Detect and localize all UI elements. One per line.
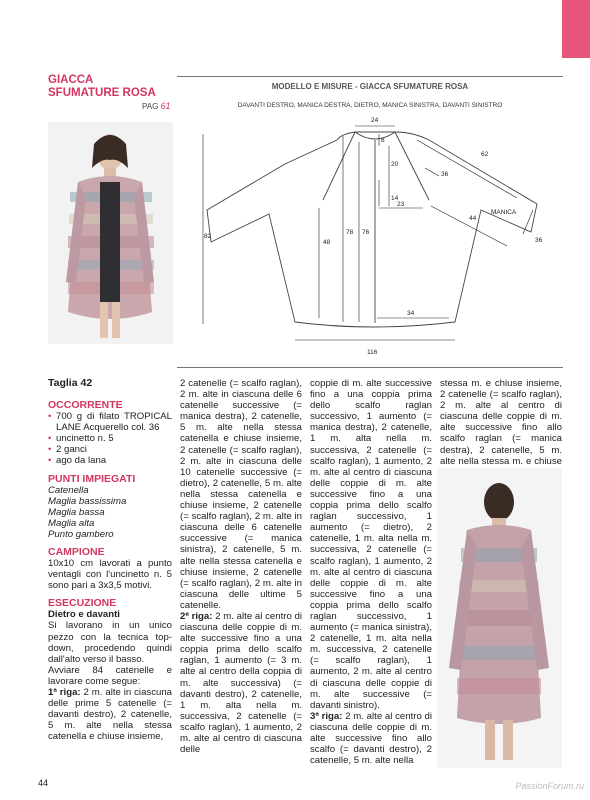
page-reference-number: 61: [160, 101, 171, 111]
diagram-heading: MODELLO E MISURE - GIACCA SFUMATURE ROSA: [271, 82, 469, 91]
esecuzione-subheading: Dietro e davanti: [48, 609, 120, 621]
measure-23: 23: [397, 201, 405, 208]
diagram-subheading: DAVANTI DESTRO, MANICA DESTRA, DIETRO, MANICA SINISTRA, DAVANTI SINISTRO: [237, 102, 503, 109]
measure-76: 76: [362, 229, 370, 236]
esecuzione-intro: Si lavorano in un unico pezzo con la tecnica top-down, procedendo quindi dall'alto verso il basso.: [48, 620, 172, 665]
row-1-label: 1ª riga:: [48, 686, 81, 698]
row-3-label: 3ª riga:: [310, 710, 343, 722]
row-3-paragraph: [310, 711, 432, 766]
esecuzione-heading: ESECUZIONE: [48, 597, 117, 610]
material-item: • uncinetto n. 5: [48, 433, 172, 444]
stitch-item: Maglia alta: [48, 517, 95, 529]
measure-44: 44: [469, 215, 477, 222]
page-reference-label: PAG: [142, 102, 159, 111]
row-1-paragraph: [48, 687, 172, 742]
garment-diagram: [177, 110, 563, 365]
column-2: [180, 378, 302, 755]
column-1: [48, 378, 172, 742]
corner-accent: [562, 0, 590, 58]
page-reference: [142, 101, 171, 111]
size-label: Taglia 42: [48, 377, 93, 389]
watermark: PassionForum.ru: [515, 781, 584, 791]
stitch-item: Maglia bassa: [48, 506, 105, 518]
pattern-title: [48, 74, 168, 100]
column-3: [310, 378, 432, 766]
row-3-text: 2 m. alte al centro di ciascuna delle coppie di m. alte successive fino allo scalfo (= davanti destro), 2 catenelle, 5 m. alte nella: [310, 710, 432, 767]
stitch-item: Punto gambero: [48, 528, 114, 540]
measure-8: 8: [381, 137, 385, 144]
title-line-2: SFUMATURE ROSA: [48, 87, 156, 99]
row-2-label: 2ª riga:: [180, 610, 213, 622]
stitch-item: Maglia bassissima: [48, 495, 127, 507]
row-2-paragraph: [180, 611, 302, 755]
measure-78: 78: [346, 229, 354, 236]
page-number: 44: [38, 778, 49, 788]
col2-paragraph: 2 catenelle (= scalfo raglan), 2 m. alte in ciascuna delle 6 catenelle successive (= manica destra), 2 catenelle, 5 m. alte nella stessa catenella e chiuse insieme, 2 catenelle (= scalfo raglan), 2 m. alte in ciascuna delle 10 catenelle successive (= dietro), 2 catenelle, 5 m. alte nella stessa catenella e chiuse insieme, 2 catenelle (= scalfo raglan), 2 m. alte in ciascuna delle 6 catenelle successive (= manica sinistra), 2 catenelle, 5 m. alte nella stessa catenella e chiuse insieme, 2 catenelle (= scalfo raglan), 2 m. alte in ciascuna delle ultime 5 catenelle.: [180, 378, 302, 611]
punti-heading: PUNTI IMPIEGATI: [48, 472, 136, 485]
col4-paragraph: stessa m. e chiuse insieme, 2 catenelle (= scalfo raglan), 2 m. alte al centro di ciascuna delle coppie di m. alte successive fino allo scalfo raglan (= manica destra), 2 catenelle, 5 m. alte nella stessa m. e chiuse: [440, 378, 562, 467]
row-1-text: 2 m. alte in ciascuna delle prime 5 catenelle (= davanti destro), 2 catenelle, 5 m. alte nella stessa catenella e chiuse insieme,: [48, 686, 173, 743]
campione-text: 10x10 cm lavorati a punto ventagli con l'uncinetto n. 5 sono pari a 3x3,5 motivi.: [48, 558, 172, 592]
title-line-1: GIACCA: [48, 74, 94, 86]
measure-14: 14: [391, 195, 399, 202]
model-photo-back: [437, 468, 562, 768]
occorrente-heading: OCCORRENTE: [48, 399, 123, 412]
measure-48: 48: [323, 239, 331, 246]
material-item: • ago da lana: [48, 455, 172, 466]
measure-62: 62: [481, 151, 489, 158]
measure-20: 20: [391, 161, 399, 168]
measure-36-top: 36: [441, 171, 449, 178]
row-2-text: 2 m. alte al centro di ciascuna delle coppie di m. alte successive fino a una coppia prima dello scalfo raglan, 1 aumento (= 3 m. alte al centro della coppia di m. alte successiva) (= davanti destro), 2 catenelle, 1 m. alta nella m. successiva, 2 catenelle (= scalfo raglan), 1 aumento, 2 m. alte al centro di ciascuna delle: [180, 610, 302, 756]
esecuzione-start: Avviare 84 catenelle e lavorare come segue:: [48, 664, 172, 687]
col3-paragraph: coppie di m. alte successive fino a una coppia prima dello scalfo raglan successivo, 1 aumento (= manica destra), 2 catenelle, 1 m. alta nella m. successiva, 2 catenelle (= scalfo raglan), 1 aumento, 2 m. alte al centro di ciascuna delle coppie di m. alte successive fino a una coppia prima dello scalfo raglan successivo, 1 aumento (= dietro), 2 catenelle, 1 m. alta nella m. successiva, 2 catenelle (= scalfo raglan), 1 aumento, 2 m. alte al centro di ciascuna delle coppie di m. alte successive fino a una coppia prima dello scalfo raglan successivo, 1 aumento (= manica sinistra), 2 catenelle, 1 m. alta nella m. successiva, 2 catenelle (= scalfo raglan), 1 aumento, 2 m. alte al centro di ciascuna delle coppie di m. alte successive (= davanti sinistro).: [310, 378, 432, 711]
measure-82: 82: [204, 233, 212, 240]
model-photo-front: [48, 122, 173, 344]
measure-24: 24: [371, 117, 379, 124]
material-item: • 700 g di filato TROPICAL LANE Acquerello col. 36: [48, 411, 172, 433]
campione-heading: CAMPIONE: [48, 546, 105, 559]
stitch-item: Catenella: [48, 484, 89, 496]
sleeve-label: MANICA: [491, 209, 517, 216]
measure-34: 34: [407, 310, 415, 317]
measure-116: 116: [367, 349, 378, 356]
measure-36-cuff: 36: [535, 237, 543, 244]
material-item: • 2 ganci: [48, 444, 172, 455]
